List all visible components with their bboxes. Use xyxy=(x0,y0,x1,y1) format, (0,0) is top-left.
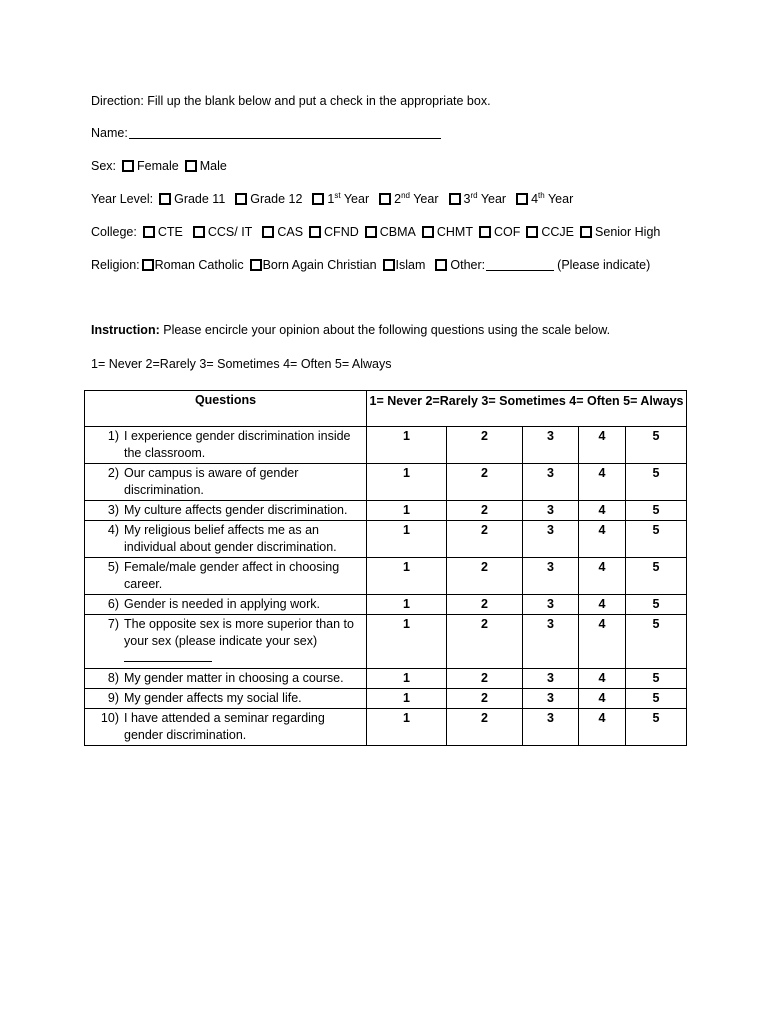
table-row xyxy=(85,521,687,558)
sex-indicate-field[interactable] xyxy=(124,651,212,662)
scale-text: 1= Never 2=Rarely 3= Sometimes 4= Often 5= Always xyxy=(91,357,392,371)
question-number: 9) xyxy=(107,691,119,705)
option-cbma: CBMA xyxy=(379,225,416,239)
instruction-text: Please encircle your opinion about the following questions using the scale below. xyxy=(163,323,611,337)
option-ccs-it: CCS/ IT xyxy=(207,225,253,239)
checkbox-islam[interactable] xyxy=(383,259,395,271)
option-male: Male xyxy=(199,159,227,173)
option-3rd-year: 3rd Year xyxy=(463,190,507,206)
question-text: I have attended a seminar regarding gender discrimination. xyxy=(124,711,325,742)
question-number: 4) xyxy=(107,523,119,537)
option-cas: CAS xyxy=(277,225,304,239)
option-islam: Islam xyxy=(395,258,426,272)
rating-option-5[interactable]: 5 xyxy=(626,558,687,595)
question-number: 7) xyxy=(107,617,119,631)
table-header-row xyxy=(85,391,687,427)
rating-option-3[interactable]: 3 xyxy=(523,615,579,669)
year-level-row xyxy=(91,192,577,206)
rating-option-4[interactable]: 4 xyxy=(579,689,626,709)
religion-note: (Please indicate) xyxy=(557,258,651,272)
rating-option-1[interactable]: 1 xyxy=(367,521,447,558)
question-number: 2) xyxy=(107,466,119,480)
question-cell xyxy=(85,501,367,521)
table-row xyxy=(85,615,687,669)
name-field[interactable] xyxy=(129,127,441,139)
option-born-again: Born Again Christian xyxy=(262,258,377,272)
rating-option-4[interactable]: 4 xyxy=(579,595,626,615)
question-cell xyxy=(85,521,367,558)
option-cof: COF xyxy=(493,225,521,239)
question-number: 10) xyxy=(100,711,119,725)
question-number: 8) xyxy=(107,671,119,685)
option-senior-high: Senior High xyxy=(595,225,661,239)
option-1st-year: 1st Year xyxy=(327,190,370,206)
table-row xyxy=(85,558,687,595)
checkbox-cof[interactable] xyxy=(479,226,491,238)
sex-row xyxy=(91,159,227,173)
name-row xyxy=(91,126,441,140)
question-text: Our campus is aware of gender discrimination. xyxy=(124,466,299,497)
question-number: 3) xyxy=(107,503,119,517)
option-female: Female xyxy=(137,159,179,173)
rating-option-5[interactable]: 5 xyxy=(626,615,687,669)
rating-option-2[interactable]: 2 xyxy=(447,595,523,615)
rating-option-5[interactable]: 5 xyxy=(626,709,687,746)
rating-option-2[interactable]: 2 xyxy=(447,464,523,501)
rating-option-5[interactable]: 5 xyxy=(626,669,687,689)
table-row xyxy=(85,689,687,709)
question-cell xyxy=(85,464,367,501)
rating-option-4[interactable]: 4 xyxy=(579,464,626,501)
checkbox-ccs-it[interactable] xyxy=(193,226,205,238)
religion-row xyxy=(91,258,650,272)
questions-table xyxy=(84,390,687,746)
option-ccje: CCJE xyxy=(541,225,575,239)
option-cte: CTE xyxy=(157,225,183,239)
question-text: Female/male gender affect in choosing career. xyxy=(124,560,340,591)
question-text: The opposite sex is more superior than to your sex (please indicate your sex) xyxy=(124,616,362,667)
question-number: 6) xyxy=(107,597,119,611)
rating-option-1[interactable]: 1 xyxy=(367,689,447,709)
rating-option-4[interactable]: 4 xyxy=(579,558,626,595)
checkbox-born-again[interactable] xyxy=(250,259,262,271)
checkbox-grade-12[interactable] xyxy=(235,193,247,205)
instruction-label: Instruction: xyxy=(91,323,160,337)
checkbox-3rd-year[interactable] xyxy=(449,193,461,205)
option-other: Other: xyxy=(450,258,486,272)
rating-option-1[interactable]: 1 xyxy=(367,464,447,501)
question-number: 5) xyxy=(107,560,119,574)
rating-option-5[interactable]: 5 xyxy=(626,521,687,558)
rating-option-3[interactable]: 3 xyxy=(523,669,579,689)
question-cell xyxy=(85,669,367,689)
rating-option-1[interactable]: 1 xyxy=(367,595,447,615)
rating-option-4[interactable]: 4 xyxy=(579,709,626,746)
question-cell xyxy=(85,689,367,709)
question-cell xyxy=(85,595,367,615)
option-2nd-year: 2nd Year xyxy=(394,190,439,206)
rating-option-2[interactable]: 2 xyxy=(447,501,523,521)
rating-option-1[interactable]: 1 xyxy=(367,709,447,746)
year-level-label: Year Level: xyxy=(91,192,154,206)
rating-option-3[interactable]: 3 xyxy=(523,595,579,615)
rating-option-5[interactable]: 5 xyxy=(626,464,687,501)
option-grade-12: Grade 12 xyxy=(250,192,303,206)
question-text: My culture affects gender discrimination. xyxy=(124,503,348,517)
table-row xyxy=(85,427,687,464)
religion-label: Religion: xyxy=(91,258,140,272)
rating-option-2[interactable]: 2 xyxy=(447,615,523,669)
rating-option-1[interactable]: 1 xyxy=(367,501,447,521)
option-roman-catholic: Roman Catholic xyxy=(154,258,244,272)
rating-option-2[interactable]: 2 xyxy=(447,689,523,709)
rating-option-5[interactable]: 5 xyxy=(626,501,687,521)
question-cell xyxy=(85,709,367,746)
checkbox-grade-11[interactable] xyxy=(159,193,171,205)
checkbox-ccje[interactable] xyxy=(526,226,538,238)
checkbox-male[interactable] xyxy=(185,160,197,172)
rating-option-5[interactable]: 5 xyxy=(626,689,687,709)
checkbox-senior-high[interactable] xyxy=(580,226,592,238)
checkbox-cbma[interactable] xyxy=(365,226,377,238)
direction-text: Direction: Fill up the blank below and put a check in the appropriate box. xyxy=(91,94,491,108)
table-row xyxy=(85,595,687,615)
table-row xyxy=(85,501,687,521)
checkbox-cas[interactable] xyxy=(262,226,274,238)
header-scale: 1= Never 2=Rarely 3= Sometimes 4= Often 5= Always xyxy=(367,391,687,427)
question-cell xyxy=(85,427,367,464)
rating-option-2[interactable]: 2 xyxy=(447,669,523,689)
rating-option-3[interactable]: 3 xyxy=(523,558,579,595)
table-row xyxy=(85,464,687,501)
rating-option-3[interactable]: 3 xyxy=(523,501,579,521)
rating-option-5[interactable]: 5 xyxy=(626,595,687,615)
college-row xyxy=(91,225,660,239)
option-4th-year: 4th Year xyxy=(531,190,574,206)
other-religion-field[interactable] xyxy=(486,259,554,271)
rating-option-5[interactable]: 5 xyxy=(626,427,687,464)
checkbox-cte[interactable] xyxy=(143,226,155,238)
question-text: Gender is needed in applying work. xyxy=(124,597,320,611)
name-label: Name: xyxy=(91,126,128,140)
sex-label: Sex: xyxy=(91,159,117,173)
rating-option-3[interactable]: 3 xyxy=(523,464,579,501)
header-questions: Questions xyxy=(85,391,367,427)
checkbox-roman-catholic[interactable] xyxy=(142,259,154,271)
option-grade-11: Grade 11 xyxy=(174,192,226,206)
rating-option-1[interactable]: 1 xyxy=(367,427,447,464)
rating-option-4[interactable]: 4 xyxy=(579,501,626,521)
question-cell xyxy=(85,558,367,595)
rating-option-1[interactable]: 1 xyxy=(367,558,447,595)
rating-option-1[interactable]: 1 xyxy=(367,615,447,669)
checkbox-other[interactable] xyxy=(435,259,447,271)
checkbox-1st-year[interactable] xyxy=(312,193,324,205)
question-text: My gender matter in choosing a course. xyxy=(124,671,344,685)
rating-option-4[interactable]: 4 xyxy=(579,669,626,689)
rating-option-4[interactable]: 4 xyxy=(579,521,626,558)
rating-option-2[interactable]: 2 xyxy=(447,521,523,558)
instruction-row xyxy=(91,323,610,337)
option-cfnd: CFND xyxy=(324,225,359,239)
table-row xyxy=(85,669,687,689)
rating-option-4[interactable]: 4 xyxy=(579,427,626,464)
rating-option-1[interactable]: 1 xyxy=(367,669,447,689)
rating-option-2[interactable]: 2 xyxy=(447,558,523,595)
rating-option-3[interactable]: 3 xyxy=(523,689,579,709)
table-row xyxy=(85,709,687,746)
rating-option-3[interactable]: 3 xyxy=(523,427,579,464)
question-text: I experience gender discrimination inside the classroom. xyxy=(124,429,351,460)
rating-option-2[interactable]: 2 xyxy=(447,709,523,746)
rating-option-2[interactable]: 2 xyxy=(447,427,523,464)
question-number: 1) xyxy=(107,429,119,443)
rating-option-3[interactable]: 3 xyxy=(523,521,579,558)
question-text: My religious belief affects me as an individual about gender discrimination. xyxy=(124,523,337,554)
rating-option-3[interactable]: 3 xyxy=(523,709,579,746)
checkbox-cfnd[interactable] xyxy=(309,226,321,238)
checkbox-chmt[interactable] xyxy=(422,226,434,238)
checkbox-female[interactable] xyxy=(122,160,134,172)
college-label: College: xyxy=(91,225,137,239)
checkbox-4th-year[interactable] xyxy=(516,193,528,205)
rating-option-4[interactable]: 4 xyxy=(579,615,626,669)
checkbox-2nd-year[interactable] xyxy=(379,193,391,205)
option-chmt: CHMT xyxy=(436,225,473,239)
question-text: My gender affects my social life. xyxy=(124,691,302,705)
question-cell xyxy=(85,615,367,669)
